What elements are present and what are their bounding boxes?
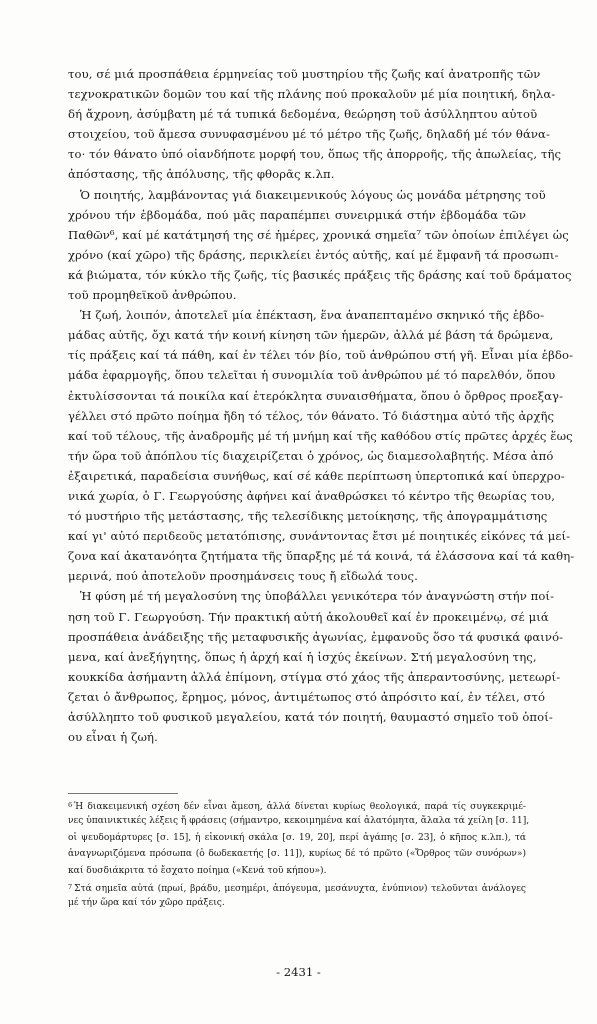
footnote-line	[68, 863, 526, 879]
footnote-line	[68, 895, 526, 911]
footnote-marker: 6	[68, 801, 73, 809]
footnote-text: Στά σημεῖα αὐτά (πρωί, βράδυ, μεσημέρι, ἀπόγευμα, μεσάνυχτα, ἐνύπνιον) τελοῦνται ἀνάλογες	[74, 883, 526, 894]
text-line: τήν ὥρα τοῦ ἀπόπλου τίς διαχειρίζεται ὁ χρόνος, ὡς διαμεσολαβητής. Μέσα ἀπό	[68, 448, 554, 463]
text-line: νικά χωρία, ὁ Γ. Γεωργούσης ἀφήνει καί ἀναθρώσκει τό κέντρο τῆς θεωρίας του,	[68, 488, 555, 503]
footnote-text: ἀναγνωριζόμενα πρόσωπα (ὁ δωδεκαετής [σ. 11]), κυρίως δέ τό πρῶτο («Ὄρθρος τῶν συνόρων»)	[68, 849, 526, 860]
footnote-line	[68, 797, 526, 813]
text-line: τεχνοκρατικῶν δομῶν του καί τῆς πλάνης πού προκαλοῦν μέ μία ποιητική, δηλα-	[68, 87, 556, 102]
text-line: ἐκτυλίσσονται τά ποικίλα καί ἑτερόκλητα συναισθήματα, ὅπου ὁ ὄρθρος προεξαγ-	[68, 388, 564, 403]
text-line: κουκκίδα ἀσήμαντη ἀλλά ἐπίμονη, στίγμα στό χάος τῆς ἀπεραντοσύνης, μετεωρί-	[68, 669, 561, 684]
text-line: ἀπόστασης, τῆς ἀπόλυσης, τῆς φθορᾶς κ.λπ.	[68, 167, 335, 182]
text-line: ἀσύλληπτο τοῦ φυσικοῦ μεγαλείου, κατά τόν ποιητή, θαυμαστό σημεῖο τοῦ ὁποί-	[68, 710, 553, 724]
text-line: χρόνου τήν ἑβδομάδα, πού μᾶς παραπέμπει συνειρμικά στήν ἑβδομάδα τῶν	[68, 207, 526, 222]
text-line: τίς πράξεις καί τά πάθη, καί ἐν τέλει τόν βίο, τοῦ ἀνθρώπου στή γῆ. Εἶναι μία ἑβδο-	[68, 348, 574, 363]
footnote-line	[68, 846, 526, 862]
text-line: ἐξαιρετικά, παραδείσια συνήθως, καί σέ κάθε περίπτωση ὑπερτοπικά καί ὑπερχρο-	[68, 468, 565, 483]
footnote-text: καί δυσδιάκριτα τό ἔσχατο ποίημα («Κενά τοῦ κήπου»).	[68, 865, 327, 876]
text-line: Ἡ ζωή, λοιπόν, ἀποτελεῖ μία ἐπέκταση, ἕνα ἀναπεπταμένο σκηνικό τῆς ἑβδο-	[80, 308, 545, 323]
footnote-line	[68, 879, 526, 895]
page-number: - 2431 -	[276, 965, 321, 979]
text-line: Ἡ φύση μέ τή μεγαλοσύνη της ὑποβάλλει γενικότερα τόν ἀναγνώστη στήν ποί-	[80, 589, 555, 604]
text-line: καί τοῦ τέλους, τῆς ἀναδρομῆς μέ τή μνήμη καί τῆς καθόδου στίς πρῶτες ἀρχές ἕως	[68, 428, 573, 443]
footnote-text: νες ὑπαινικτικές λέξεις ἤ φράσεις (σήμαντρο, κεκοιμημένα καί ἀλατόμητα, ἄλαλα τά χείλη [σ. 11],	[68, 816, 530, 827]
text-line: μενα, καί ἀνεξήγητης, ὅπως ἡ ἀρχή καί ἡ ἰσχύς ἐκείνων. Στή μεγαλοσύνη της,	[68, 649, 537, 664]
text-line: Ὁ ποιητής, λαμβάνοντας γιά διακειμενικούς λόγους ὡς μονάδα μέτρησης τοῦ	[80, 187, 546, 202]
footnote-line	[68, 830, 526, 846]
text-line: καί γι' αὐτό περιδεοῦς μετατόπισης, συνάντοντας ἔτσι μέ ποιητικές εἰκόνες τά μεί-	[68, 529, 571, 544]
text-line: ηση τοῦ Γ. Γεωργούση. Τήν πρακτική αὐτή ἀκολουθεῖ καί ἐν προκειμένῳ, σέ μιά	[68, 609, 549, 624]
text-line: τό μυστήριο τῆς μετάστασης, τῆς τελεσίδικης μετοίκησης, τῆς ἀπογραμμάτισης	[68, 509, 548, 524]
text-line: προσπάθεια ἀνάδειξης τῆς μεταφυσικῆς ἀγωνίας, ἐμφανοῦς ὅσο τά φυσικά φαινό-	[68, 629, 564, 644]
text-line: μερινά, πού ἀποτελοῦν προσημάνσεις τους ἤ εἴδωλά τους.	[68, 569, 418, 584]
text-line: το· τόν θάνατο ὑπό οἱανδήποτε μορφή του, ὅπως τῆς ἀπορροῆς, τῆς ἀπωλείας, τῆς	[68, 147, 562, 162]
text-line: ου εἶναι ἡ ζωή.	[68, 730, 158, 745]
text-line: κά βιώματα, τόν κύκλο τῆς ζωῆς, τίς βασικές πράξεις τῆς δράσης καί τοῦ δράματος	[68, 267, 572, 282]
text-line: ζεται ὁ ἄνθρωπος, ἔρημος, μόνος, ἀντιμέτωπος στό ἀπρόσιτο καί, ἐν τέλει, στό	[68, 689, 546, 704]
footnote-text: Ἡ διακειμενική σχέση δέν εἶναι ἄμεση, ἀλλά δίνεται κυρίως θεολογικά, παρά τίς συγκεκριμέ-	[74, 802, 526, 812]
text-line: μάδα ἐφαρμογῆς, ὅπου τελεῖται ἡ συνομιλία τοῦ ἀνθρώπου μέ τό παρελθόν, ὅπου	[68, 368, 556, 383]
footnotes-section	[68, 797, 530, 912]
text-line: γέλλει στό πρῶτο ποίημα ἤδη τό τέλος, τόν θάνατο. Τό διάστημα αὐτό τῆς ἀρχῆς	[68, 408, 555, 423]
text-line: δή ἄχρονη, ἀσύμβατη μέ τά τυπικά δεδομένα, θεώρηση τοῦ ἀσύλληπτου αὐτοῦ	[68, 107, 538, 122]
text-line: ζονα καί ἀκατανόητα ζητήματα τῆς ὕπαρξης μέ τά κοινά, τά ἐλάσσονα καί τά καθη-	[68, 549, 575, 564]
footnote-line	[68, 813, 530, 829]
text-line: μάδας αὐτῆς, ὄχι κατά τήν κοινή κίνηση τῶν ἡμερῶν, ἀλλά μέ βάση τά δρώμενα,	[68, 328, 554, 343]
footnote-text: οἱ ψευδομάρτυρες [σ. 15], ἡ εἰκονική σκάλα [σ. 19, 20], περί ἀγάπης [σ. 23], ὁ κῆπος κ.λπ.), τά	[68, 832, 526, 843]
text-line: Παθῶν⁶, καί μέ κατάτμησή της σέ ἡμέρες, χρονικά σημεῖα⁷ τῶν ὁποίων ἐπιλέγει ὡς	[68, 227, 569, 242]
text-line: χρόνο (καί χῶρο) τῆς δράσης, περικλείει ἐντός αὐτῆς, καί μέ ἔμφανῆ τά προσωπι-	[68, 247, 559, 262]
text-line: του, σέ μιά προσπάθεια έρμηνείας τοῦ μυστηρίου τῆς ζωῆς καί ἀνατροπῆς τῶν	[68, 67, 541, 81]
text-line: τοῦ προμηθεϊκοῦ ἀνθρώπου.	[68, 288, 237, 303]
footnote-text: μέ τήν ὥρα καί τόν χῶρο πράξεις.	[68, 898, 225, 909]
footnote-marker: 7	[68, 882, 73, 891]
text-line: στοιχείου, τοῦ ἄμεσα συνυφασμένου μέ τό μέτρο τῆς ζωῆς, δηλαδή μέ τόν θάνα-	[68, 127, 550, 142]
footnote-separator	[68, 793, 178, 794]
main-text-column	[68, 64, 575, 747]
